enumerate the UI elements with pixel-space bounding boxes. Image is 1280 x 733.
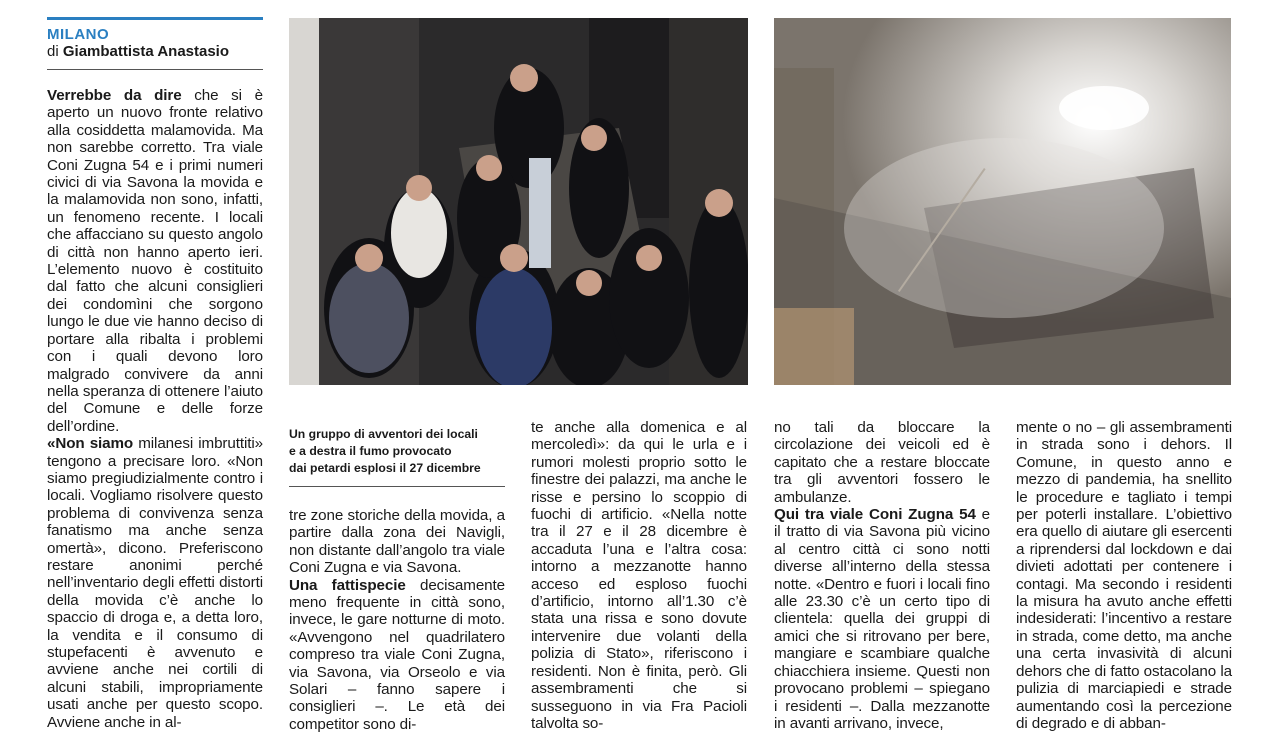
article-column-3 bbox=[531, 419, 747, 732]
paragraph bbox=[774, 506, 990, 732]
paragraph-text: decisamente meno frequente in città sono, invece, le gare notturne di moto. «Avvengono nel quadrilatero compreso tra viale Coni Zugna, via Savona, via Orseolo e via Solari – fanno sapere i consiglieri –. Le età dei competitor sono di- bbox=[289, 576, 505, 733]
caption-line: Un gruppo di avventori dei locali bbox=[289, 427, 478, 441]
city-label: MILANO bbox=[47, 26, 110, 43]
paragraph-text: e il tratto di via Savona più vicino al centro città ci sono notti diverse all’interno della stessa notte. «Dentro e fuori i locali fino alle 23.30 c’è un certo tipo di clientela: quella dei gruppi di amici che si ritrovano per bere, mangiare e scambiare qualche chiacchiera insieme. Questi non provocano problemi – spiegano i residenti –. Dalla mezzanotte in avanti arrivano, invece, bbox=[774, 506, 991, 732]
paragraph bbox=[47, 87, 263, 435]
lead-bold: «Non siamo bbox=[47, 435, 134, 453]
crowd-photo-image bbox=[289, 18, 748, 385]
author-line bbox=[47, 43, 263, 61]
article-column-1 bbox=[47, 87, 263, 731]
article-column-2 bbox=[289, 507, 505, 733]
smoke-photo bbox=[774, 18, 1231, 385]
article-column-4 bbox=[774, 419, 990, 732]
lead-bold: Una fattispecie bbox=[289, 576, 406, 594]
author-name: Giambattista Anastasio bbox=[62, 43, 230, 60]
lead-bold: Verrebbe da dire bbox=[47, 87, 182, 104]
caption-line: dai petardi esplosi il 27 dicembre bbox=[289, 461, 481, 476]
paragraph-text: che si è aperto un nuovo fronte relativo alla cosiddetta malamovida. Ma non sarebbe corretto. Tra viale Coni Zugna 54 e i primi numeri civici di via Savona la movida e la malamovida non sono, infatti, un fenomeno recente. I locali che affacciano su questo angolo di città non hanno aperto ieri. L’elemento nuovo è costituito dal fatto che alcuni consiglieri dei condomìni che sorgono lungo le due vie hanno deciso di portare alla ribalta i problemi con i quali devono loro malgrado convivere da anni nella speranza di ottenere l’aiuto del Comune e delle forze dell’ordine. bbox=[47, 87, 263, 435]
caption-line: e a destra il fumo provocato bbox=[289, 444, 452, 459]
paragraph: te anche alla domenica e al mercoledì»: da qui le urla e i rumori molesti proprio sotto le finestre dei palazzi, ma anche le risse e persino lo scoppio di fuochi di artificio. «Nella notte tra il 27 e il 28 dicembre è accaduta l’una e l’altra cosa: intorno a mezzanotte hanno acceso ed esploso fuochi d’artificio, intorno all’1.30 c’è stata una rissa e sono dovute intervenire due volanti della polizia di Stato», riferiscono i residenti. Non è finita, però. Gli assembramenti che si susseguono in via Fra Pacioli talvolta so- bbox=[531, 419, 747, 732]
crowd-photo bbox=[289, 18, 748, 385]
byline bbox=[47, 17, 263, 70]
author-prefix: di bbox=[47, 43, 59, 60]
photo-caption bbox=[289, 426, 505, 487]
paragraph: mente o no – gli assembramenti in strada sono i dehors. Il Comune, in questo anno e mezzo di pandemia, ha snellito le procedure e tagliato i tempi per poterli installare. L’obiettivo era quello di aiutare gli esercenti a riprendersi dal lockdown e dai divieti adottati per contenere i contagi. Ma secondo i residenti la misura ha avuto anche effetti indesiderati: l’incentivo a restare in strada, come detto, ma anche una certa invasività di alcuni dehors che di fatto ostacolano la pulizia di marciapiedi e strade aumentando così la percezione di degrado e di abban- bbox=[1016, 419, 1232, 732]
article-column-5 bbox=[1016, 419, 1232, 732]
paragraph-text: milanesi imbruttiti» tengono a precisare loro. «Non siamo pregiudizialmente contro i locali. Vogliamo risolvere questo problema di convivenza senza fanatismo ma anche senza omertà», dicono. Preferiscono restare anonimi perché nell’inventario degli effetti distorti della movida c’è anche lo spaccio di droga e, a detta loro, la vendita e il consumo di stupefacenti è avvenuto e avviene anche nei cortili di alcuni stabili, impropriamente usati anche per questo scopo. Avviene anche in al- bbox=[47, 435, 263, 731]
paragraph: tre zone storiche della movida, a partire dalla zona dei Navigli, non distante dall’angolo tra viale Coni Zugna e via Savona. bbox=[289, 507, 505, 577]
smoke-photo-image bbox=[774, 18, 1231, 385]
paragraph bbox=[289, 577, 505, 733]
lead-bold: Qui tra viale Coni Zugna 54 bbox=[774, 506, 976, 524]
paragraph bbox=[47, 435, 263, 731]
paragraph: no tali da bloccare la circolazione dei veicoli ed è capitato che a restare bloccate tra gli avventori fossero le ambulanze. bbox=[774, 419, 990, 506]
